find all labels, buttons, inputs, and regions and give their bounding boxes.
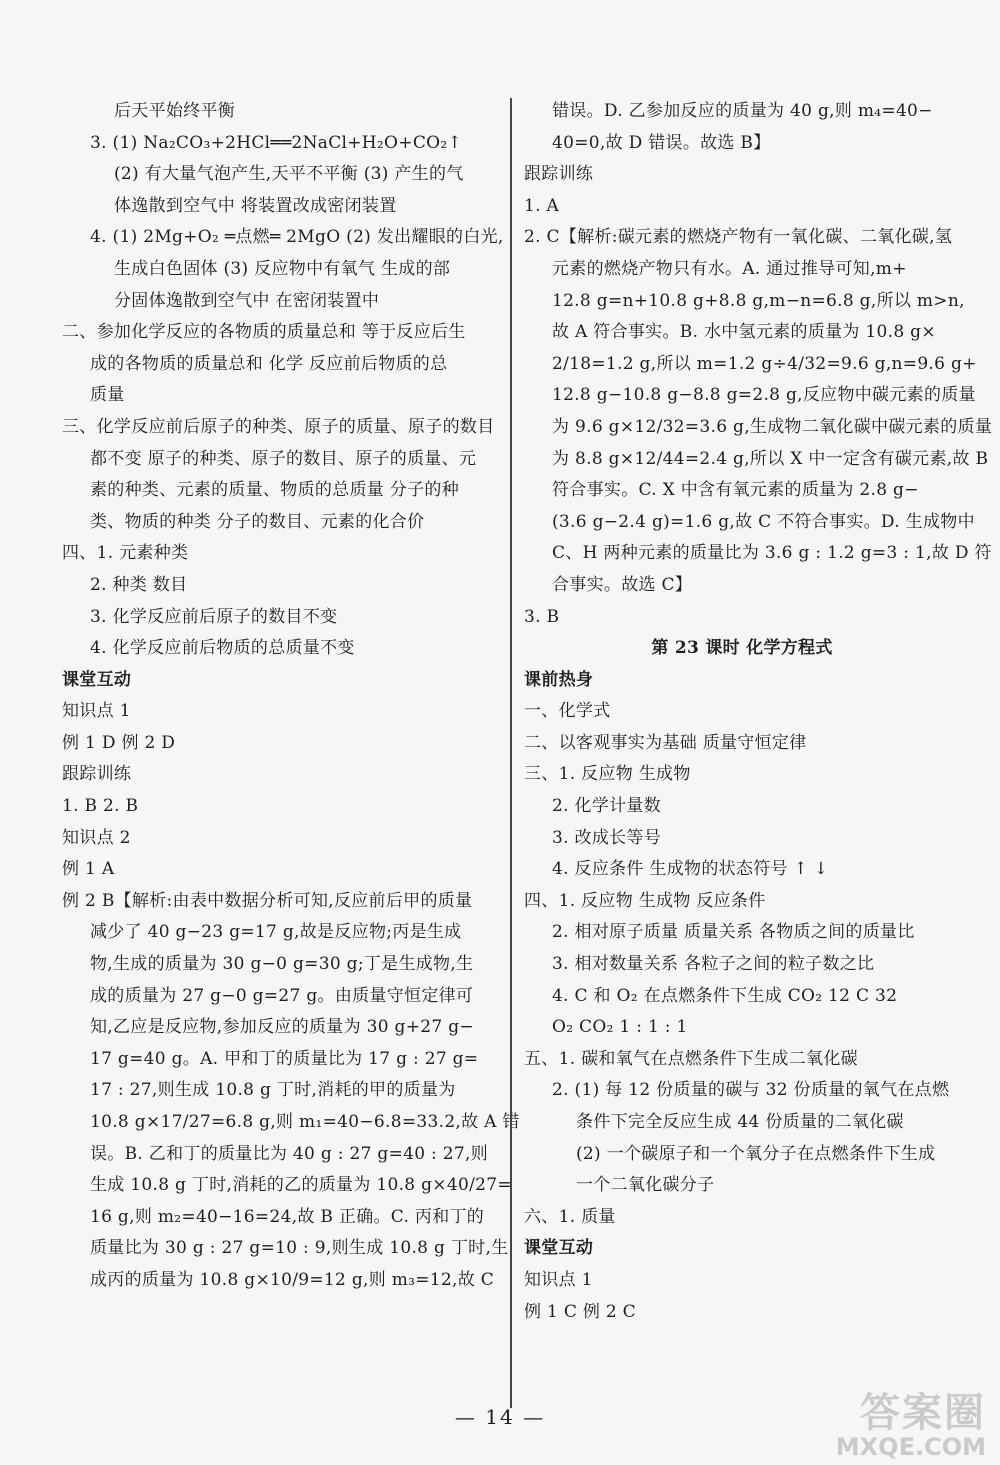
column-divider — [510, 98, 512, 1408]
text-line: 成丙的质量为 10.8 g×10/9=12 g,则 m₃=12,故 C — [90, 1269, 495, 1290]
text-line: 10.8 g×17/27=6.8 g,则 m₁=40−6.8=33.2,故 A 错 — [90, 1112, 520, 1132]
text-line: 二、参加化学反应的各物质的质量总和 等于反应后生 — [62, 322, 466, 343]
text-line: 1. B 2. B — [62, 796, 139, 817]
text-line: 二、以客观事实为基础 质量守恒定律 — [524, 732, 807, 753]
watermark-logo — [812, 1381, 992, 1461]
text-line: (2) 有大量气泡产生,天平不平衡 (3) 产生的气 — [114, 164, 464, 185]
text-line: 六、1. 质量 — [524, 1206, 616, 1227]
text-line: 跟踪训练 — [62, 764, 132, 785]
text-line: 符合事实。C. X 中含有氧元素的质量为 2.8 g− — [552, 480, 919, 501]
right-column — [524, 96, 993, 1328]
lesson-title: 第 23 课时 化学方程式 — [651, 638, 833, 659]
text-line: 三、1. 反应物 生成物 — [524, 764, 691, 785]
text-line: 16 g,则 m₂=40−16=24,故 B 正确。C. 丙和丁的 — [90, 1206, 485, 1227]
text-line: 17 : 27,则生成 10.8 g 丁时,消耗的甲的质量为 — [90, 1080, 456, 1101]
text-line: 知识点 1 — [524, 1269, 593, 1290]
page-number: — 14 — — [454, 1405, 546, 1429]
text-line: 素的种类、元素的质量、物质的总质量 分子的种 — [90, 480, 460, 501]
text-line: 成的各物质的质量总和 化学 反应前后物质的总 — [90, 353, 448, 374]
text-line: 2. (1) 每 12 份质量的碳与 32 份质量的氧气在点燃 — [552, 1080, 950, 1101]
text-line: O₂ CO₂ 1 : 1 : 1 — [552, 1017, 688, 1038]
text-line: (2) 一个碳原子和一个氧分子在点燃条件下生成 — [576, 1143, 936, 1164]
text-line: 知识点 1 — [62, 701, 131, 722]
text-line: 例 1 A — [62, 859, 115, 880]
text-line: 误。B. 乙和丁的质量比为 40 g : 27 g=40 : 27,则 — [90, 1143, 489, 1164]
text-line: 一个二氧化碳分子 — [576, 1175, 715, 1196]
text-line: 2. 化学计量数 — [552, 796, 662, 817]
text-line: 2. 种类 数目 — [90, 574, 188, 595]
text-line: 减少了 40 g−23 g=17 g,故是反应物;丙是生成 — [90, 922, 462, 943]
text-line: 4. C 和 O₂ 在点燃条件下生成 CO₂ 12 C 32 — [552, 985, 898, 1006]
text-line: 3. (1) Na₂CO₃+2HCl══2NaCl+H₂O+CO₂↑ — [90, 132, 463, 153]
text-line: 类、物质的种类 分子的数目、元素的化合价 — [90, 511, 425, 532]
text-line: 三、化学反应前后原子的种类、原子的质量、原子的数目 — [62, 416, 495, 437]
text-line: 2. C【解析:碳元素的燃烧产物有一氧化碳、二氧化碳,氢 — [524, 227, 953, 248]
text-line: 知,乙应是反应物,参加反应的质量为 30 g+27 g− — [90, 1017, 474, 1038]
text-line: 为 8.8 g×12/44=2.4 g,所以 X 中一定含有碳元素,故 B — [552, 448, 989, 469]
text-line: 3. 改成长等号 — [552, 827, 662, 848]
text-line: 故 A 符合事实。B. 水中氢元素的质量为 10.8 g× — [552, 322, 936, 343]
text-line: C、H 两种元素的质量比为 3.6 g : 1.2 g=3 : 1,故 D 符 — [552, 543, 992, 564]
text-line: 都不变 原子的种类、原子的数目、原子的质量、元 — [90, 448, 477, 469]
text-line: 四、1. 元素种类 — [62, 543, 189, 564]
watermark-site-text: MXQE.COM — [835, 1433, 986, 1461]
text-line: 3. 化学反应前后原子的数目不变 — [90, 606, 338, 627]
text-line: 知识点 2 — [62, 827, 131, 848]
text-line: 40=0,故 D 错误。故选 B】 — [552, 132, 771, 153]
text-line: 质量比为 30 g : 27 g=10 : 9,则生成 10.8 g 丁时,生 — [90, 1238, 509, 1259]
text-line: 合事实。故选 C】 — [552, 574, 693, 595]
text-line: 条件下完全反应生成 44 份质量的二氧化碳 — [576, 1112, 904, 1132]
text-line: 生成 10.8 g 丁时,消耗的乙的质量为 10.8 g×40/27= — [90, 1175, 512, 1196]
text-line: 2. 相对原子质量 质量关系 各物质之间的质量比 — [552, 922, 915, 943]
text-line: 成的质量为 27 g−0 g=27 g。由质量守恒定律可 — [90, 985, 474, 1006]
text-line: 体逸散到空气中 将装置改成密闭装置 — [114, 195, 397, 216]
text-line: 例 1 D 例 2 D — [62, 732, 176, 753]
text-line: 12.8 g−10.8 g−8.8 g=2.8 g,反应物中碳元素的质量 — [552, 385, 976, 406]
text-line: 17 g=40 g。A. 甲和丁的质量比为 17 g : 27 g= — [90, 1048, 479, 1069]
text-line: 元素的燃烧产物只有水。A. 通过推导可知,m+ — [552, 258, 907, 279]
text-line: 4. 反应条件 生成物的状态符号 ↑ ↓ — [552, 859, 829, 880]
text-line: 跟踪训练 — [524, 164, 594, 185]
text-line: 物,生成的质量为 30 g−0 g=30 g;丁是生成物,生 — [90, 954, 474, 975]
text-line: 四、1. 反应物 生成物 反应条件 — [524, 890, 766, 911]
text-line: 3. B — [524, 606, 560, 627]
left-column — [62, 96, 520, 1297]
text-line: 错误。D. 乙参加反应的质量为 40 g,则 m₄=40− — [552, 101, 933, 121]
text-line: 后天平始终平衡 — [114, 101, 236, 121]
section-heading: 课前热身 — [524, 669, 594, 690]
text-line: 五、1. 碳和氧气在点燃条件下生成二氧化碳 — [524, 1048, 858, 1069]
text-line: 分固体逸散到空气中 在密闭装置中 — [114, 290, 380, 311]
section-heading: 课堂互动 — [524, 1238, 594, 1259]
text-line: 生成白色固体 (3) 反应物中有氧气 生成的部 — [114, 258, 451, 279]
text-line: 例 1 C 例 2 C — [524, 1301, 636, 1322]
text-line: 12.8 g=n+10.8 g+8.8 g,m−n=6.8 g,所以 m>n, — [552, 290, 965, 311]
watermark-logo-text: 答案圈 — [860, 1390, 986, 1436]
text-line: (3.6 g−2.4 g)=1.6 g,故 C 不符合事实。D. 生成物中 — [552, 511, 975, 532]
text-line: 4. 化学反应前后物质的总质量不变 — [90, 638, 355, 659]
text-line: 为 9.6 g×12/32=3.6 g,生成物二氧化碳中碳元素的质量 — [552, 416, 993, 437]
text-line: 质量 — [90, 385, 125, 406]
text-line: 4. (1) 2Mg+O₂ ═点燃═ 2MgO (2) 发出耀眼的白光, — [90, 227, 504, 248]
text-line: 一、化学式 — [524, 701, 611, 722]
section-heading: 课堂互动 — [62, 669, 132, 690]
text-line: 3. 相对数量关系 各粒子之间的粒子数之比 — [552, 954, 875, 975]
text-line: 1. A — [524, 195, 560, 216]
text-line: 例 2 B【解析:由表中数据分析可知,反应前后甲的质量 — [62, 890, 473, 911]
text-line: 2/18=1.2 g,所以 m=1.2 g÷4/32=9.6 g,n=9.6 g+ — [552, 353, 977, 374]
